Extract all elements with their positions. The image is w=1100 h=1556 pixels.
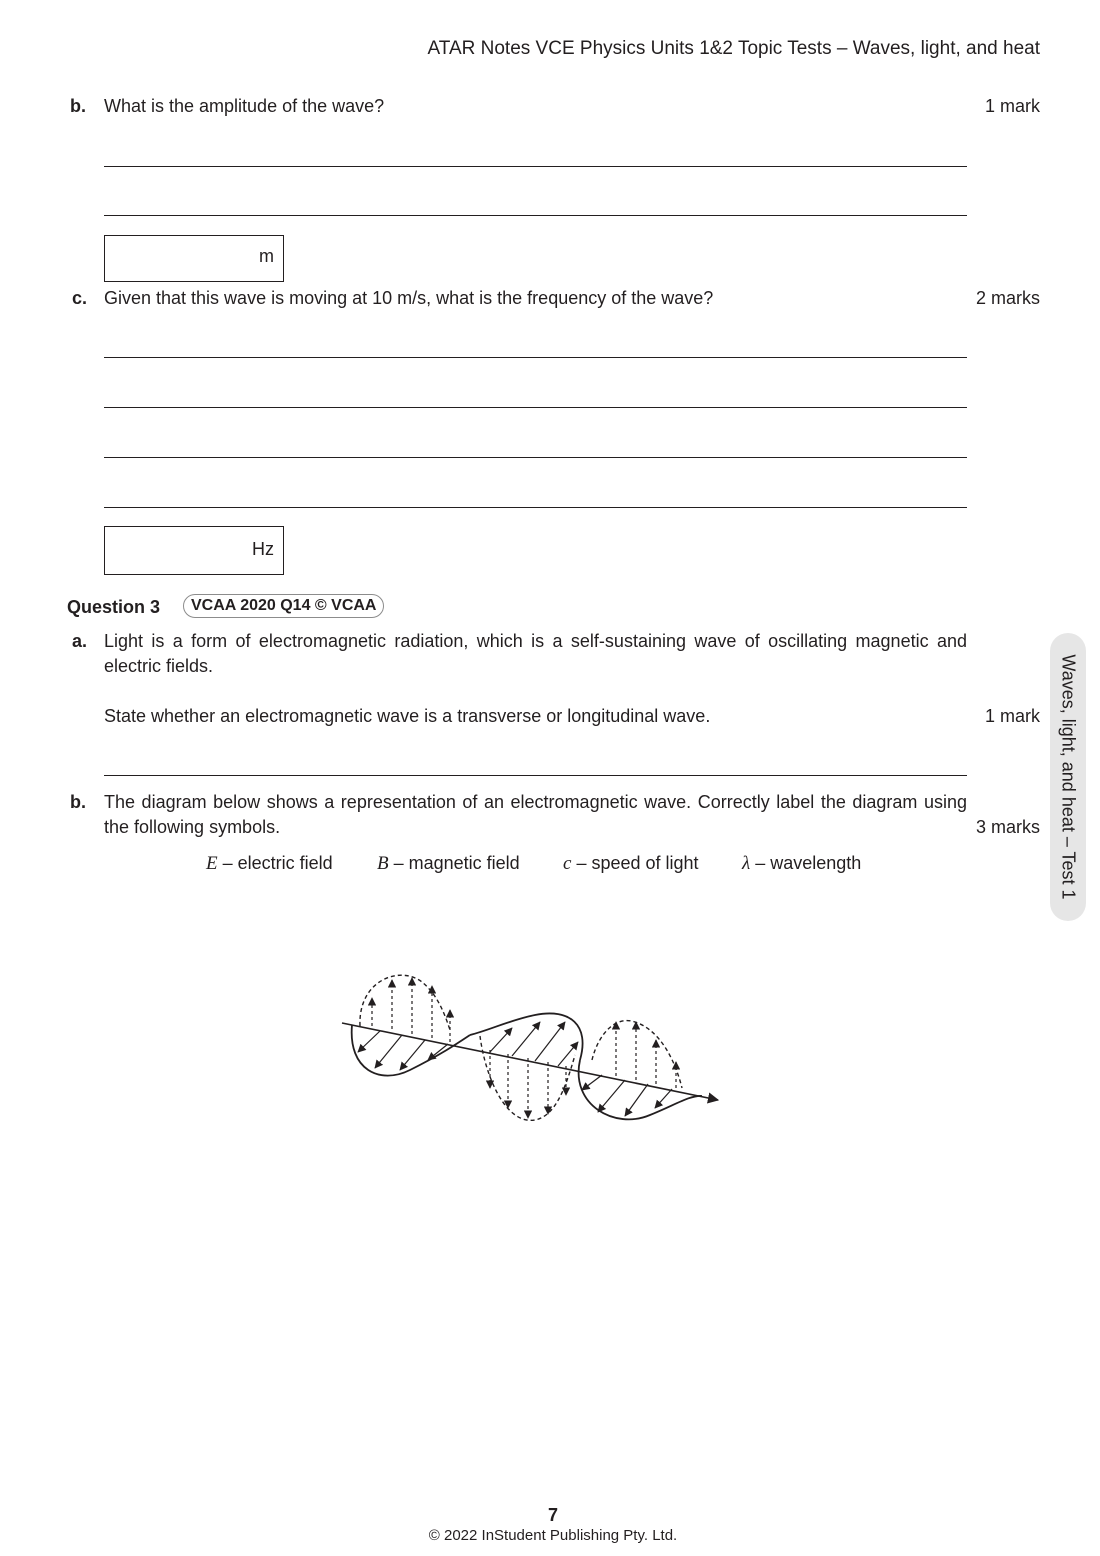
q2b-label: b. xyxy=(70,96,86,116)
q2b-marks: 1 mark xyxy=(984,96,1040,116)
q3a-label: a. xyxy=(72,631,88,651)
q2c-text: Given that this wave is moving at 10 m/s, what is the frequency of the wave? xyxy=(104,288,714,308)
q3a-answer-line[interactable] xyxy=(104,775,967,776)
symbol-b xyxy=(377,853,520,875)
field-lobe-top-1 xyxy=(360,975,450,1030)
question-3-title: Question 3 xyxy=(67,597,161,617)
q2b-answer-line-2[interactable] xyxy=(104,215,967,216)
symbol-b-glyph: B xyxy=(377,853,389,874)
symbol-c xyxy=(563,853,699,875)
symbol-lambda-desc: – wavelength xyxy=(750,853,862,873)
q3b-text: The diagram below shows a representation of an electromagnetic wave. Correctly label the diagram using the following symbols. xyxy=(104,792,967,837)
symbol-c-desc: – speed of light xyxy=(571,853,699,873)
q3b-marks: 3 marks xyxy=(975,817,1040,837)
side-tab[interactable] xyxy=(1050,633,1086,921)
q3a-text: Light is a form of electromagnetic radiation, which is a self-sustaining wave of oscillating magnetic and electric fields. xyxy=(104,631,967,676)
q2c-answer-box[interactable] xyxy=(104,526,284,575)
q2c-label: c. xyxy=(72,288,88,308)
symbol-lambda-glyph: λ xyxy=(742,853,751,874)
q3a-prompt: State whether an electromagnetic wave is a transverse or longitudinal wave. xyxy=(104,706,711,726)
q2c-unit: Hz xyxy=(252,539,274,559)
q2b-text: What is the amplitude of the wave? xyxy=(104,96,385,116)
q2c-answer-line-2[interactable] xyxy=(104,407,967,408)
q2c-answer-line-1[interactable] xyxy=(104,357,967,358)
field-lobe-solid-3 xyxy=(579,1060,702,1119)
symbol-lambda xyxy=(742,853,861,875)
q2b-answer-line-1[interactable] xyxy=(104,166,967,167)
side-tab-label: Waves, light, and heat – Test 1 xyxy=(1058,654,1079,900)
q2c-marks: 2 marks xyxy=(975,288,1040,308)
electromagnetic-wave-diagram[interactable] xyxy=(330,960,730,1130)
field-lobe-solid-1 xyxy=(352,1025,470,1076)
q2c-answer-line-4[interactable] xyxy=(104,507,967,508)
page-number: 7 xyxy=(547,1505,558,1525)
q2b-answer-box[interactable] xyxy=(104,235,284,282)
copyright-notice: © 2022 InStudent Publishing Pty. Ltd. xyxy=(428,1527,678,1544)
symbol-b-desc: – magnetic field xyxy=(388,853,520,873)
field-lobe-top-2 xyxy=(592,1021,682,1088)
symbol-e-desc: – electric field xyxy=(217,853,333,873)
symbol-e-glyph: E xyxy=(206,853,218,874)
symbol-e xyxy=(206,853,333,875)
running-header: ATAR Notes VCE Physics Units 1&2 Topic Tests – Waves, light, and heat xyxy=(427,38,1040,59)
question-3-source-badge: VCAA 2020 Q14 © VCAA xyxy=(183,594,384,618)
q3b-label: b. xyxy=(70,792,86,812)
q3a-marks: 1 mark xyxy=(984,706,1040,726)
q2b-unit: m xyxy=(259,246,274,266)
symbol-c-glyph: c xyxy=(563,853,572,874)
q2c-answer-line-3[interactable] xyxy=(104,457,967,458)
